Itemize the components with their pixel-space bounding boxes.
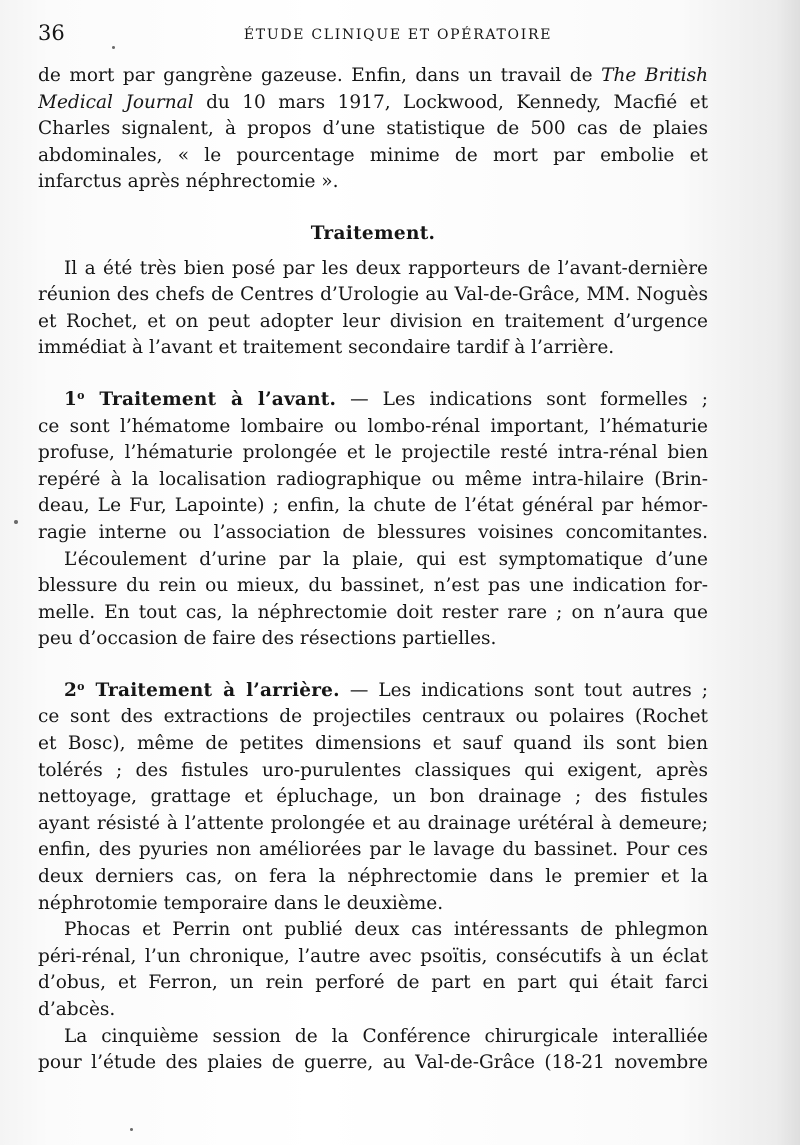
scan-speck — [112, 46, 115, 49]
traitement-paragraph — [38, 256, 708, 362]
arriere-section — [38, 678, 708, 1077]
text-line: ayant résisté à l’attente prolongée et au drainage urétéral à demeure; — [38, 812, 708, 834]
subsection-label: 2$^o$ Traitement à l’arrière. — [64, 679, 340, 701]
text-line: deux derniers cas, on fera la néphrectomie dans le premier et la — [38, 866, 708, 888]
text-line: ce sont des extractions de projectiles centraux ou polaires (Rochet — [38, 706, 708, 728]
avant-section — [38, 387, 708, 653]
text-line: d’obus, et Ferron, un rein perforé de part en part qui était farci — [38, 972, 708, 994]
text-line: 1$^o$ Traitement à l’avant. — Les indications sont formelles ; — [64, 388, 708, 410]
text-line: deau, Le Fur, Lapointe) ; enfin, la chute de l’état général par hémor- — [38, 495, 708, 517]
text-line: péri-rénal, l’un chronique, l’autre avec psoïtis, consécutifs à un éclat — [38, 945, 708, 967]
text-line: Medical Journal du 10 mars 1917, Lockwood, Kennedy, Macfié et — [38, 91, 708, 113]
text-line: melle. En tout cas, la néphrectomie doit rester rare ; on n’aura que — [38, 601, 708, 623]
text-line: pour l’étude des plaies de guerre, au Val-de-Grâce (18-21 novembre — [38, 1052, 708, 1074]
subsection-label: 1$^o$ Traitement à l’avant. — [64, 388, 337, 410]
text-line: réunion des chefs de Centres d’Urologie au Val-de-Grâce, MM. Noguès — [38, 284, 708, 306]
text-line: de mort par gangrène gazeuse. Enfin, dans un travail de The British — [38, 65, 708, 86]
text-line: Charles signalent, à propos d’une statistique de 500 cas de plaies — [38, 118, 708, 140]
text-line: et Rochet, et on peut adopter leur division en traitement d’urgence — [38, 310, 708, 332]
section-heading: Traitement. — [310, 222, 436, 244]
text-line: profuse, l’hématurie prolongée et le projectile resté intra-rénal bien — [38, 442, 708, 464]
scan-speck — [14, 520, 18, 524]
text-line: néphrotomie temporaire dans le deuxième. — [38, 892, 444, 914]
intro-paragraph — [38, 63, 708, 196]
text-line: et Bosc), même de petites dimensions et sauf quand ils sont bien — [38, 733, 708, 755]
text-line: La cinquième session de la Conférence chirurgicale interalliée — [64, 1025, 708, 1047]
text-line: 2$^o$ Traitement à l’arrière. — Les indications sont tout autres ; — [64, 679, 708, 701]
text-line: Phocas et Perrin ont publié deux cas intéressants de phlegmon — [64, 919, 708, 941]
text-line: repéré à la localisation radiographique ou même intra-hilaire (Brin- — [38, 468, 708, 490]
text-line: Il a été très bien posé par les deux rapporteurs de l’avant-dernière — [64, 257, 708, 279]
text-line: tolérés ; des fistules uro-purulentes classiques qui exigent, après — [38, 759, 708, 781]
journal-title-italic: Medical Journal — [38, 91, 194, 113]
text-line: d’abcès. — [38, 999, 116, 1020]
text-line: abdominales, « le pourcentage minime de mort par embolie et — [38, 144, 708, 166]
text-line: ragie interne ou l’association de blessures voisines concomitantes. — [38, 521, 708, 543]
running-title: ÉTUDE CLINIQUE ET OPÉRATOIRE — [243, 27, 553, 43]
text-line: enfin, des pyuries non améliorées par le lavage du bassinet. Pour ces — [38, 839, 708, 861]
text-line: immédiat à l’avant et traitement secondaire tardif à l’arrière. — [38, 337, 615, 359]
page-number: 36 — [38, 21, 65, 45]
scan-speck — [130, 1128, 133, 1131]
text-line: L’écoulement d’urine par la plaie, qui est symptomatique d’une — [64, 548, 708, 570]
page-body — [38, 63, 708, 1077]
text-line: infarctus après néphrectomie ». — [38, 171, 339, 193]
text-line: peu d’occasion de faire des résections partielles. — [38, 628, 497, 650]
text-line: ce sont l’hématome lombaire ou lombo-rénal important, l’hématurie — [38, 415, 708, 437]
running-head — [38, 20, 758, 50]
text-line: nettoyage, grattage et épluchage, un bon drainage ; des fistules — [38, 786, 708, 808]
text-line: blessure du rein ou mieux, du bassinet, n’est pas une indication for- — [38, 575, 708, 597]
journal-title-italic: The British — [601, 65, 708, 86]
